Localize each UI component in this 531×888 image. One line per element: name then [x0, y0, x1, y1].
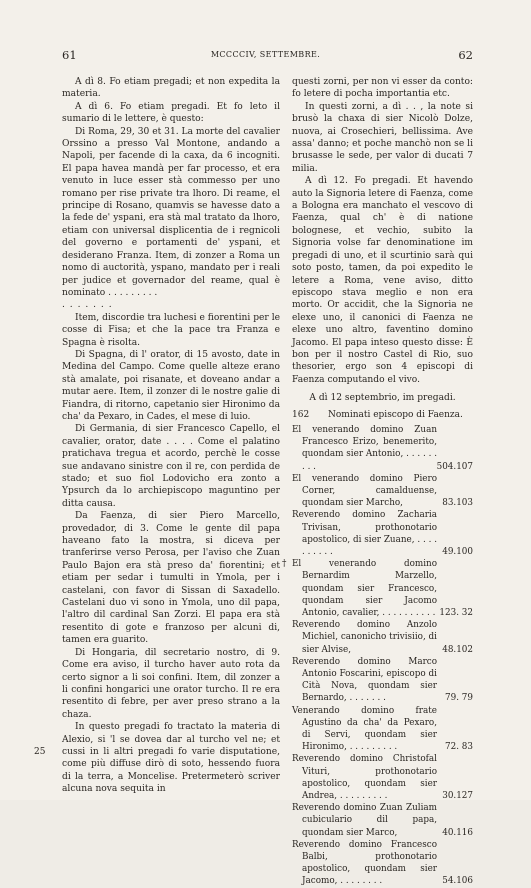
section-heading [292, 409, 473, 421]
nominee-text: Reverendo domino Marco Antonio Foscarini, episcopo di Cità Nova, quondam sier Bernardo, . . . . . . . [292, 656, 437, 704]
nominee-text: Reverendo domino Francesco Balbi, prothonotario apostolico, quondam sier Jacomo, . . . . . . . . [292, 839, 437, 887]
nominee-text: Reverendo domino Zacharia Trivisan, prothonotario apostolico, di sier Zuane, . . . . . . . . . . [292, 510, 437, 557]
vote-count: 504.107 [436, 461, 473, 472]
page-header [0, 48, 531, 64]
paragraph: A dì 8. Fo etiam pregadi; et non expedita la materia. [62, 77, 280, 100]
left-page-number: 61 [62, 48, 77, 62]
nominee-text: Reverendo domino Zuan Zuliam cubiculario dil papa, quondam sier Marco, [292, 803, 437, 838]
left-column [62, 76, 280, 796]
nominee-entry [292, 839, 473, 888]
paragraph: A dì 6. Fo etiam pregadi. Et fo leto il sumario di le lettere, è questo: [62, 101, 280, 125]
margin-line-number: 25 [34, 747, 46, 757]
nominee-text: Reverendo domino Anzolo Michiel, canonicho trivisiio, di sier Alvise, [292, 620, 437, 655]
paragraph: Di Spagna, di l' orator, di 15 avosto, date in Medina del Campo. Come quelle alteze erano stà amalate, poi risanate, et doveano andar a mutar aere. Item, il zonzer di le nostre galie di Fiandra, di ritorno, capetanio sier Hironimo da cha' da Pexaro, in Cades, el mese di luio. [62, 349, 280, 422]
nominee-text: El venerando domino Zuan Francesco Erizo, benemerito, quondam sier Antonio, . . . . . . . . . [292, 424, 437, 472]
ellipsis-line: . . . . . . . [62, 300, 113, 311]
paragraph: In questi zorni, a dì . . , la note si brusò la chaxa di sier Nicolò Dolze, nuova, ai Crosechieri, bellissima. Ave assa' danno; et poche manchò non se li brusasse le sede, per valor di ducati 7 milia. [292, 101, 473, 174]
vote-count: 49.100 [442, 547, 473, 557]
paragraph: Item, discordie tra luchesi e fiorentini per le cosse di Fisa; et che la pace tra Franza e Spagna è risolta. [62, 312, 280, 348]
vote-count: 54.106 [442, 876, 473, 887]
date-heading: A dì 12 septembrio, im pregadi. [309, 393, 456, 404]
vote-count: 79. 79 [445, 693, 473, 704]
vote-count: 40.116 [442, 827, 473, 838]
nominee-entry [292, 473, 473, 510]
paragraph: Di Hongaria, dil secretario nostro, di 9. Come era aviso, il turcho haver auto rota da certo signor a li soi confini. Item, dil zonzer a li confini hongarici une orator turcho. Il re era resentito di febre, per aver preso strano a la chaza. [62, 647, 280, 720]
section-title: Nominati episcopo di Faenza. [328, 409, 463, 420]
vote-count: 123. 32 [439, 608, 473, 619]
running-head: MCCCCIV, SETTEMBRE. [210, 50, 321, 59]
paragraph: Di Germania, di sier Francesco Capello, el cavalier, orator, date . . . . Come el palatino pratichava tregua et acordo, perchè le cosse sue andavano sinistre con il re, con perdida de stado; et suo fiol Lodovicho era zonto a Ypsurch da lo archiepiscopo maguntino per ditta causa. [62, 424, 280, 509]
right-page-number: 62 [458, 48, 473, 62]
vote-count: 72. 83 [445, 742, 473, 753]
paragraph: Da Faenza, di sier Piero Marcello, provedador, di 3. Come le gente dil papa haveano fato la mostra, si diceva per tranferirse verso Perosa, per l'aviso che Zuan Paulo Bajon era stà preso da' fiorentini; et etiam per sedar i tumulti in Ymola, per i castelani, con favor di Sissan di Saxadello. Castelani duo vi sono in Ymola, uno dil papa, l'altro dil cardinal San Zorzi. El papa era stà resentito di gote e franzoso per alcuni di, tamen era guarito. [62, 511, 280, 646]
paragraph: In questo pregadi fo tractato la materia di Alexio, si 'l se dovea dar al turcho vel ne; et cussi in li altri pregadi fo varie disputatione, come più diffuse dirò di soto, hessendo fuora di la terra, a Moncelise. Pretermeterò scriver alcuna nova sequita in [62, 722, 280, 795]
nominee-entry [292, 802, 473, 839]
dagger-mark: † [282, 559, 287, 570]
nominee-text: Venerando domino frate Agustino da cha' da Pexaro, di Servi, quondam sier Hironimo, . . . . . . . . . [292, 705, 437, 753]
vote-count: 83.103 [442, 498, 473, 509]
right-column [282, 76, 473, 888]
nominee-text: El venerando domino Piero Corner, camalduense, quondam sier Marcho, [292, 473, 437, 509]
section-number: 162 [292, 409, 310, 420]
nominee-list [282, 424, 473, 888]
vote-count: 48.102 [442, 644, 473, 655]
nominee-entry [292, 705, 473, 754]
nominee-entry [292, 509, 473, 558]
nominee-entry [292, 753, 473, 802]
nominee-entry [292, 619, 473, 656]
nominee-text: Reverendo domino Christofal Vituri, prothonotario apostolico, quondam sier Andrea, . . . . . . . . . [292, 754, 437, 802]
nominee-entry [292, 656, 473, 705]
paragraph: A dì 12. Fo pregadi. Et havendo auto la Signoria letere di Faenza, come a Bologna era manchato el vescovo di Faenza, qual ch' è di natione bolognese, et vechio, subito la Signoria volse far denominatione im pregadi di uno, et il scurtinio sarà qui soto posto, tamen, da poi expedito le letere a Roma, vene aviso, ditto episcopo stava meglio e non era morto. Or accidit, che la Signoria ne elexe uno, il canonici di Faenza ne elexe uno altro, faventino domino Jacomo. El papa inteso questo disse: È bon per il nostro Castel di Rio, suo thesorier, ergo son 4 episcopi di Faenza computando el vivo. [292, 176, 473, 385]
vote-count: 30.127 [442, 791, 473, 802]
paragraph: questi zorni, per non vi esser da conto: fo letere di pocha importantia etc. [292, 77, 473, 100]
paragraph: Di Roma, 29, 30 et 31. La morte del cavalier Orssino a presso Val Montone, andando a Napoli, per facende di la caxa, da 6 incogniti. El papa havea mandà per far processo, et era venuto in luce esser stà commesso per uno romano per rise private tra lhoro. Di reame, el principe di Rosano, quamvis se havesse dato a la fede de' yspani, era stà mal tratato da lhoro, etiam con universal displicentia de i regnicoli del governo e portamenti de' yspani, et desiderano Franza. Item, di zonzer a Roma un nomo di auctorità, yspano, mandato per i reali per judice et governador del reame, qual è nominato . . . . . . . . . [62, 126, 280, 298]
nominee-text: El venerando domino Bernardim Marzello, quondam sier Francesco, quondam sier Jacomo Antonio, cavalier, . . . . . . . . . . [292, 559, 437, 619]
nominee-entry [282, 558, 473, 619]
nominee-entry [292, 424, 473, 473]
